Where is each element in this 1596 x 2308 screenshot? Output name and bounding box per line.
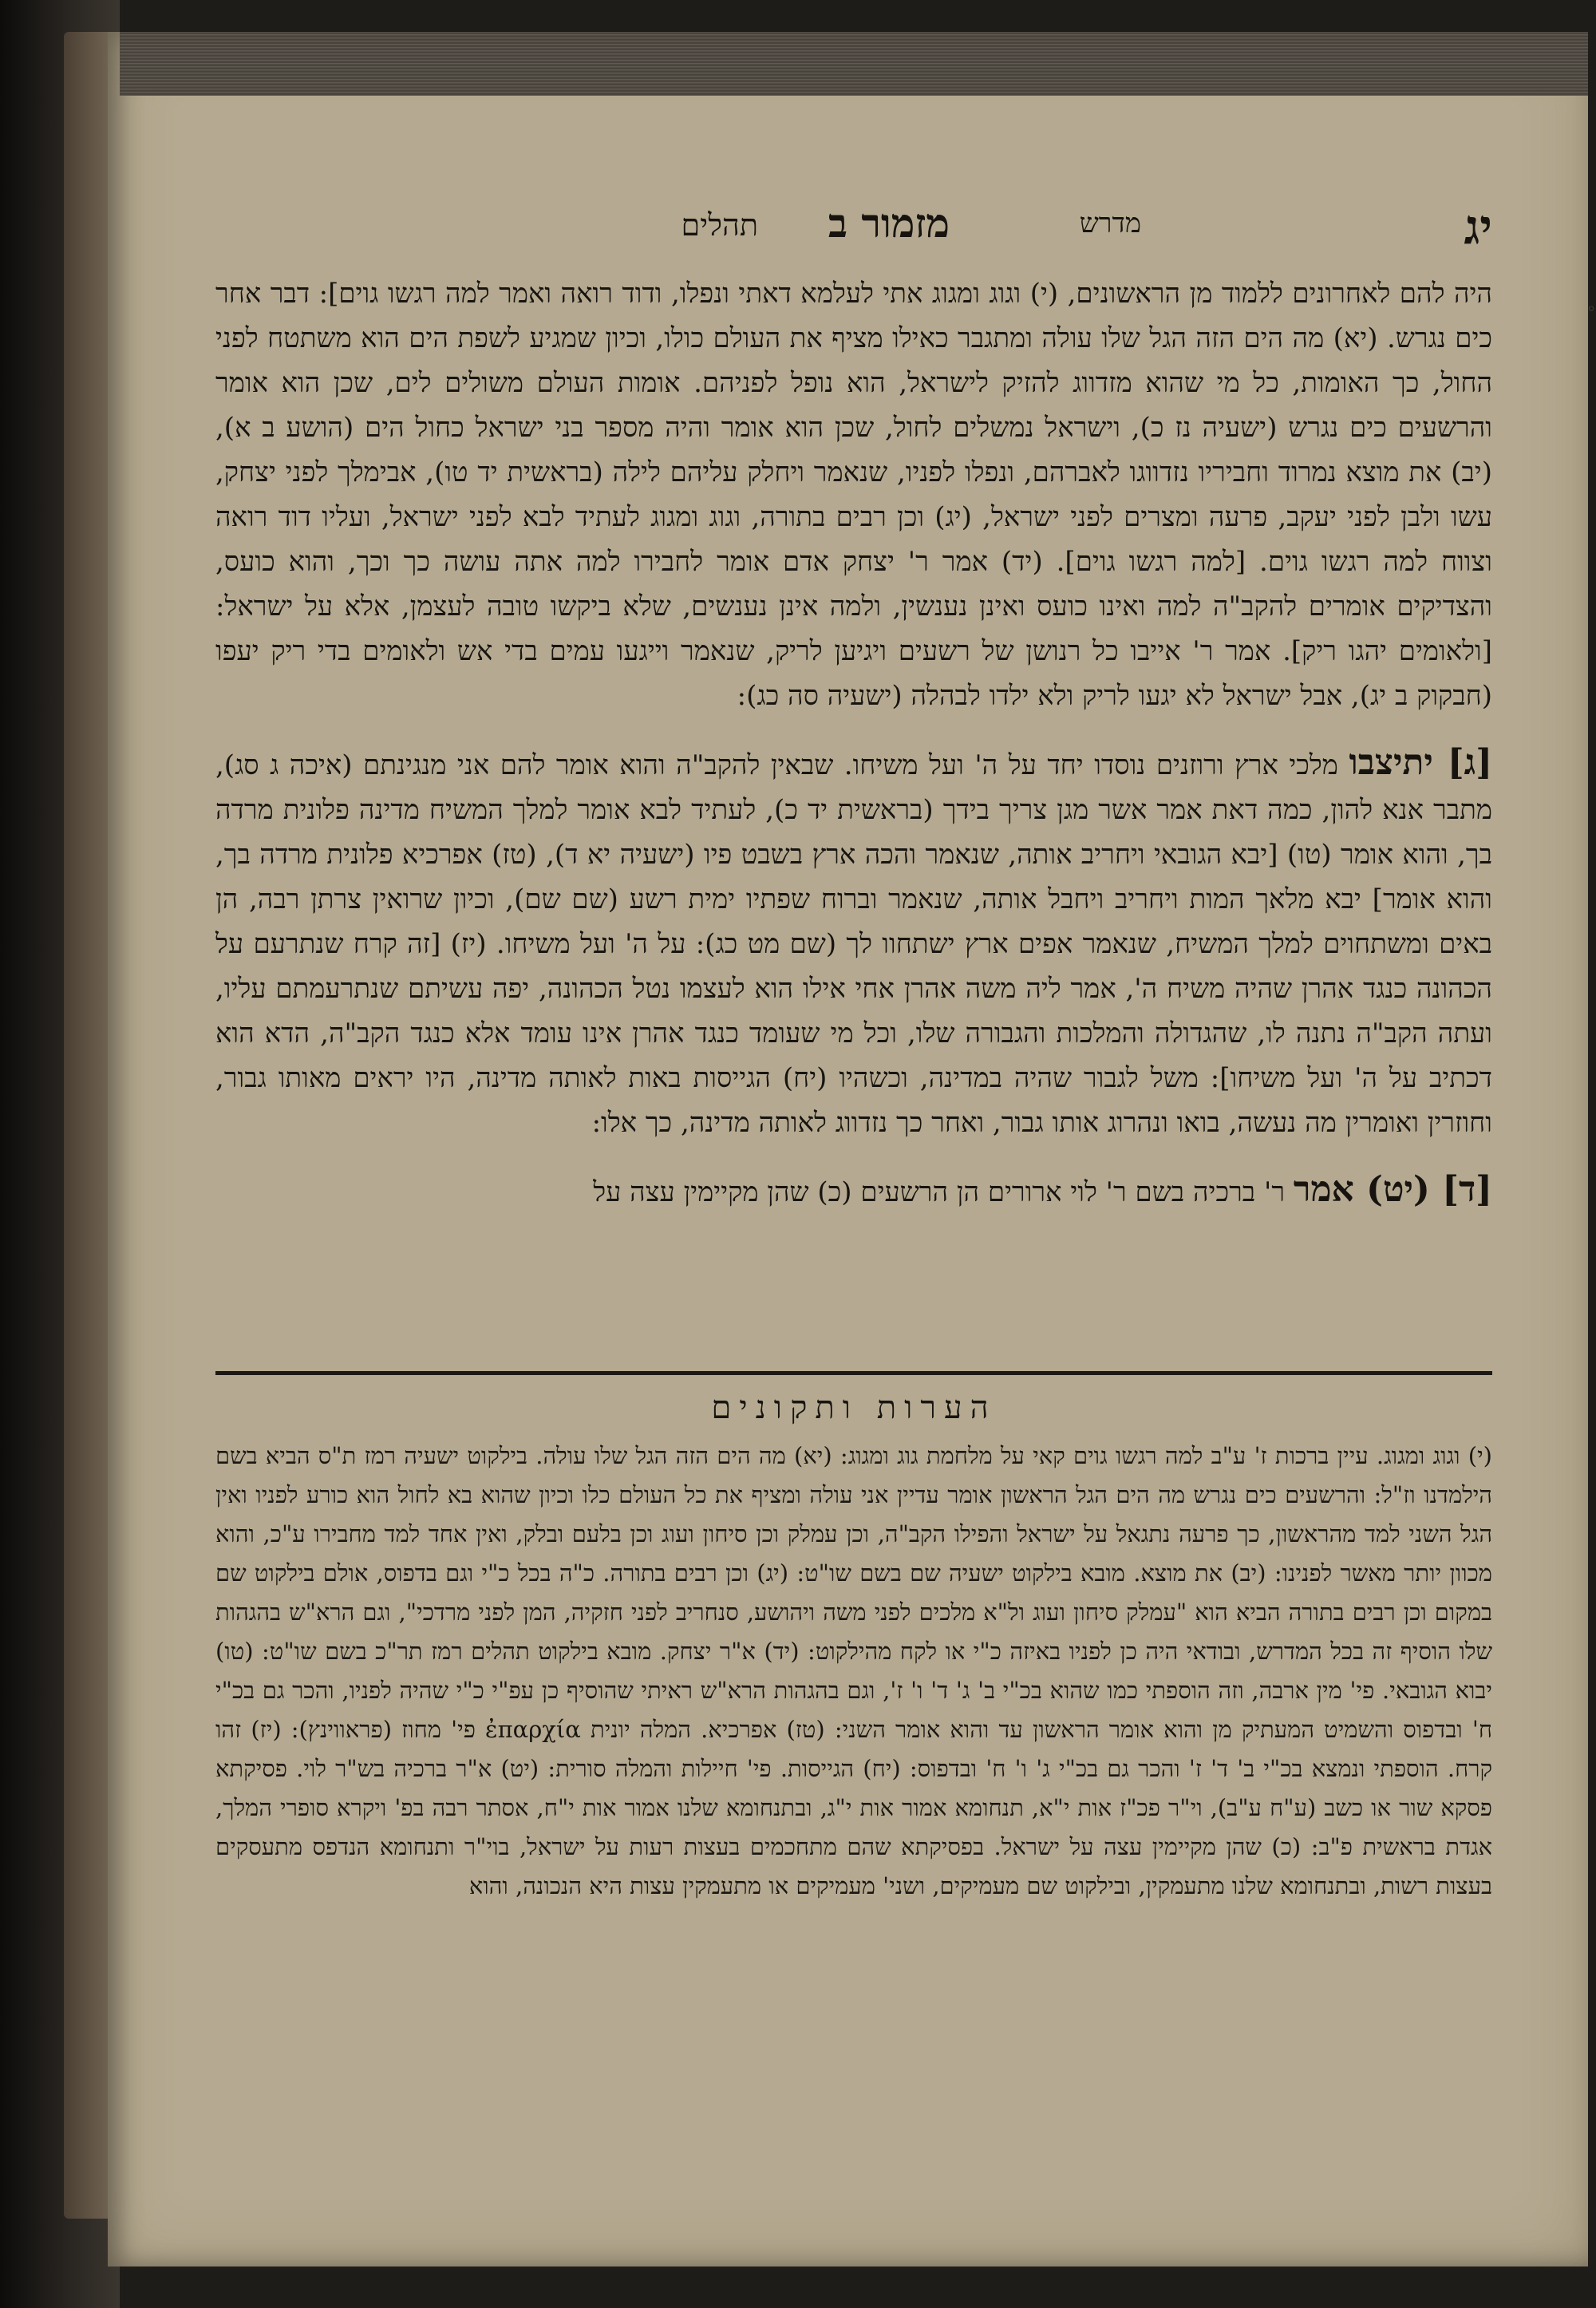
section-3-text: ר' ברכיה בשם ר' לוי ארורים הן הרשעים (כ) שהן מקיימין עצה על [593, 1176, 1286, 1208]
section-2 [215, 741, 1492, 1145]
section-2-lead: [ג] יתיצבו [1349, 742, 1493, 783]
main-text [215, 200, 1492, 1215]
header-mizmor: מזמור ב [828, 200, 950, 247]
page-number: יג [1464, 200, 1492, 255]
section-2-text: מלכי ארץ ורוזנים נוסדו יחד על ה' ועל משיחו. שבאין להקב"ה והוא אומר להם אני מנגינתם (איכה ג סג), מתבר אנא להון, כמה דאת אמר אשר מגן צריך בידך (בראשית יד כ), לעתיד לבא אומר למלך המשיח מדינה פלונית מרדה בך, והוא אומר (טו) [יבא הגובאי ויחריב אותה, שנאמר והכה ארץ בשבט פיו (ישעיה יא ד), (טז) אפרכיא פלונית מרדה בך, והוא אומר] יבא מלאך המות ויחריב ויחבל אותה, שנאמר וברוח שפתיו ימית רשע (שם שם), וכיון שרואין צרתן רבה, הן באים ומשתחוים למלך המשיח, שנאמר אפים ארץ ישתחוו לך (שם מט כג): על ה' ועל משיחו. (יז) [זה קרח שנתרעם על הכהונה כנגד אהרן שהיה משיח ה', אמר ליה משה אהרן אחי אילו הוא לעצמו נטל הכהונה, יפה עשיתם שנתרעמתם עליו, ועתה הקב"ה נתנה לו, שהגדולה והמלכות והגבורה שלו, וכל מי שעומד כנגד אהרן אינו עומד אלא כנגד הקב"ה, הדא הוא דכתיב על ה' ועל משיחו]: משל לגבור שהיה במדינה, וכשהיו (יח) הגייסות באות לאותה מדינה, היו יראים מאותו גבור, וחוזרין ואומרין מה נעשה, בואו ונהרוג אותו גבור, ואחר כך נזדווג לאותה מדינה, כך אלו: [215, 749, 1492, 1139]
divider-rule [215, 1371, 1492, 1375]
margin-mark: ◦ [1586, 299, 1596, 318]
header-tehillim: תהלים [681, 207, 758, 243]
notes-text: (י) וגוג ומגוג. עיין ברכות ז' ע"ב למה רגשו גוים קאי על מלחמת גוג ומגוג: (יא) מה הים הזה הגל שלו עולה. בילקוט ישעיה רמז ת"ס הביא בשם הילמדנו וז"ל: והרשעים כים נגרש מה הים הגל הראשון אומר עדיין אני עולה ומציף את כל העולם כלו וכיון שהוא בא לחול הוא כורע לפניו ואין הגל השני למד מהראשון, כך פרעה נתגאל על ישראל והפילו הקב"ה, וכן עמלק וכן סיחון ועוג וכן בלעם ובלק, ואין אחד למד מחבירו ע"כ, והוא מכוון יותר מאשר לפנינו: (יב) את מוצא. מובא בילקוט ישעיה שם בשם שו"ט: (יג) וכן רבים בתורה. כ"ה בכל כ"י וגם בדפוס, אולם בילקוט שם במקום וכן רבים בתורה הביא הוא "עמלק סיחון ועוג ול"א מלכים לפני משה ויהושע, סנחריב לפני חזקיה, המן לפני מרדכי", וגם הרא"ש בהגהות שלו הוסיף זה בכל המדרש, ובודאי היה כן לפניו באיזה כ"י או לקח מהילקוט: (יד) א"ר יצחק. מובא בילקוט תהלים רמז תר"כ בשם שו"ט: (טו) יבוא הגובאי. פי' מין ארבה, וזה הוספתי כמו שהוא בכ"י ב' ג' ד' ו' ז', וגם בהגהות הרא"ש ראיתי שהוסיף כן עפ"י כ"י שהיה לפניו, והכר גם בכ"י ח' ובדפוס והשמיט המעתיק מן והוא אומר הראשון עד והוא אומר השני: (טז) אפרכיא. המלה יונית ἐπαρχία פי' מחוז (פראווינץ): (יז) זהו קרח. הוספתי ונמצא בכ"י ב' ד' ז' והכר גם בכ"י ג' ו' ח' ובדפוס: (יח) הגייסות. פי' חיילות והמלה סורית: (יט) א"ר ברכיה בש"ר לוי. פסיקתא פסקא שור או כשב (ע"ח ע"ב), וי"ר פכ"ז אות י"א, תנחומא אמור אות י"ג, ובתנחומא שלנו אמור אות י"ח, אסתר רבה בפ' ויקרא סופרי המלך, אגדת בראשית פ"ב: (כ) שהן מקיימין עצה על ישראל. בפסיקתא שהם מתחכמים בעצות רעות על ישראל, בוי"ר ותנחומא הנדפס מתעסקים בעצות רשות, ובתנחומא שלנו מתעמקין, ובילקוט שם מעמיקים, ושני' מעמיקים או מתעמקין עצות היא הנכונה, והוא [215, 1442, 1492, 1899]
page-stack-edge [120, 32, 1588, 96]
section-3-lead: [ד] (יט) אמר [1293, 1169, 1492, 1210]
section-3 [215, 1168, 1492, 1215]
section-1: היה להם לאחרונים ללמוד מן הראשונים, (י) וגוג ומגוג אתי לעלמא דאתי ונפלו, ודוד רואה ואמר למה רגשו גוים]: דבר אחר כים נגרש. (יא) מה הים הזה הגל שלו עולה ומתגבר כאילו מציף את העולם כולו, וכיון שמגיע לשפת הים הוא משתטח לפני החול, כך האומות, כל מי שהוא מזדווג להזיק לישראל, הוא נופל לפניהם. אומות העולם משולים לים, שכן הוא אומר והרשעים כים נגרש (ישעיה נז כ), וישראל נמשלים לחול, שכן הוא אומר והיה מספר בני ישראל כחול הים (הושע ב א), (יב) את מוצא נמרוד וחביריו נזדווגו לאברהם, ונפלו לפניו, שנאמר ויחלק עליהם לילה (בראשית יד טו), אבימלך לפני יצחק, עשו ולבן לפני יעקב, פרעה ומצרים לפני ישראל, (יג) וכן רבים בתורה, וגוג ומגוג לעתיד לבא לפני ישראל, ועליו דוד רואה וצווח למה רגשו גוים. [למה רגשו גוים]. (יד) אמר ר' יצחק אדם אומר לחבירו למה אתה עושה כך וכך, והוא כועס, והצדיקים אומרים להקב"ה למה ואינו כועס ואינן נענשין, ולמה אינן נענשים, שלא ביקשו טובה לעצמן, אלא על ישראל: [ולאומים יהגו ריק]. אמר ר' אייבו כל רנושן של רשעים ויגיען לריק, שנאמר וייגעו עמים בדי אש ולאומים בדי ריק יעפו (חבקוק ב יג), אבל ישראל לא יגעו לריק ולא ילדו לבהלה (ישעיה סה כג): [215, 278, 1492, 712]
header-midrash: מדרש [1079, 207, 1141, 239]
notes-title: הערות ותקונים [711, 1389, 997, 1426]
running-header [215, 200, 1492, 263]
